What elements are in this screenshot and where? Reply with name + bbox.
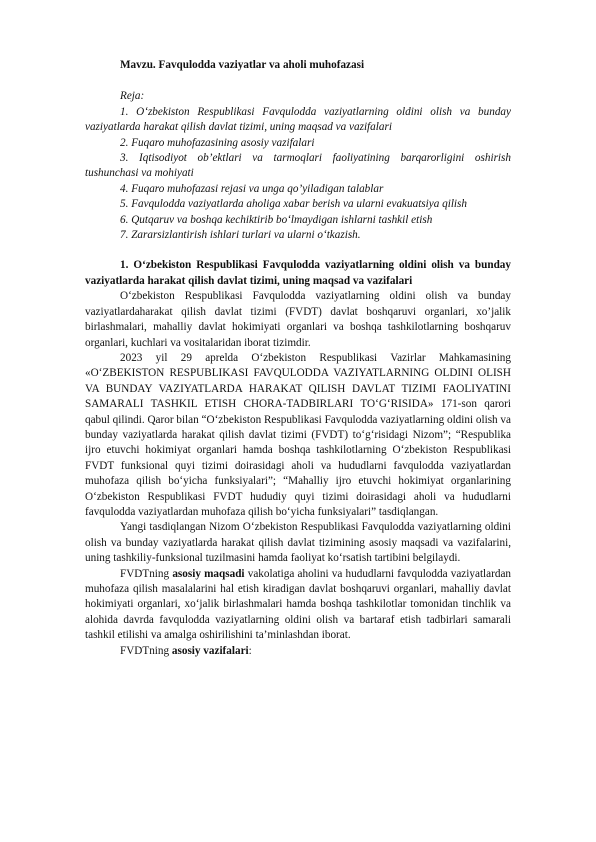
body-paragraph: 2023 yil 29 aprelda O‘zbekiston Respublikasi Vazirlar Mahkamasining «O‘ZBEKISTON RESPUBLIKASI FAVQULODDA VAZIYATLARNING OLDINI OLISH VA BUNDAY VAZIYATLARDA HARAKAT QILISH DAVLAT TIZIMI FAOLIYATINI SAMARALI TASHKIL ETISH CHORA-TADBIRLARI TO‘G‘RISIDA» 171-son qarori qabul qilindi. Qaror bilan “O‘zbekiston Respublikasi Favqulodda vaziyatlarning oldini olish va bunday vaziyatlarda harakat qilish davlat tizimi (FVDT) to‘g‘risidagi Nizom”; “Respublika ijro etuvchi hokimiyat organlari hamda boshqa tashkilotlarning O‘zbekiston Respublikasi FVDT funksional quyi tizimi doirasidagi aholi va hududlarni favqulodda vaziyatlardan muhofaza qilish bo‘yicha funksiyalari”; “Mahalliy ijro etuvchi hokimiyat organlarining O‘zbekiston Respublikasi FVDT hududiy quyi tizimi doirasidagi aholi va hududlarni favqulodda vaziyatlardan muhofaza qilish bo‘yicha funksiyalari” tasdiqlangan. (85, 351, 511, 518)
plan-item: 7. Zararsizlantirish ishlari turlari va ularni o‘tkazish. (120, 229, 361, 242)
plan-item: 5. Favqulodda vaziyatlarda aholiga xabar berish va ularni evakuatsiya qilish (120, 198, 467, 211)
bold-term: asosiy maqsadi (172, 567, 245, 580)
plan-item: 4. Fuqaro muhofazasi rejasi va unga qo’yiladigan talablar (120, 182, 384, 195)
document-title: Mavzu. Favqulodda vaziyatlar va aholi muhofazasi (120, 59, 365, 71)
paragraph-text: vakolatiga aholini va hududlarni favqulodda vaziyatlardan muhofaza qilish masalalarini hal etish kiradigan davlat boshqaruvi organlari, mahalliy davlat hokimiyati organlari, xo‘jalik birlashmalari hamda boshqa tashkilotlar tomonidan tinchlik va alohida davrda favqulodda vaziyatlarning oldini olish va bartaraf etish tadbirlari samarali tashkil etilishi va amalga oshirilishini ta’minlashdan iborat. (85, 567, 512, 642)
plan-item: 1. O‘zbekiston Respublikasi Favqulodda vaziyatlarning oldini olish va bunday vaziyatlarda harakat qilish davlat tizimi, uning maqsad va vazifalari (85, 105, 511, 134)
body-paragraph: O‘zbekiston Respublikasi Favqulodda vaziyatlarning oldini olish va bunday vaziyatlardaharakat qilish davlat tizimi (FVDT) davlat boshqaruvi organlari, xo’jalik birlashmalari, mahalliy davlat hokimiyati organlari va boshqa tashkilotlarning boshqaruv organlari, kuchlari va vositalaridan iborat tizimdir. (85, 290, 511, 349)
plan-item: 6. Qutqaruv va boshqa kechiktirib bo‘lmaydigan ishlarni tashkil etish (120, 213, 433, 226)
body-paragraph: Yangi tasdiqlangan Nizom O‘zbekiston Respublikasi Favqulodda vaziyatlarning oldini olish va bunday vaziyatlarda harakat qilish davlat tizimining asosiy maqsadi va vazifalarini, uning tashkiliy-funksional tuzilmasini hamda faoliyat ko‘rsatish tartibini belgilaydi. (85, 521, 511, 565)
plan-item: 3. Iqtisodiyot ob’ektlari va tarmoqlari faoliyatining barqarorligini oshirish tushunchasi va mohiyati (85, 152, 511, 180)
paragraph-text: : (248, 644, 252, 657)
paragraph-text: FVDTning (120, 567, 173, 580)
bold-term: asosiy vazifalari (171, 644, 249, 657)
section-heading: 1. O‘zbekiston Respublikasi Favqulodda vaziyatlarning oldini olish va bunday vaziyatlarda harakat qilish davlat tizimi, uning maqsad va vazifalari (85, 259, 511, 287)
plan-item: 2. Fuqaro muhofazasining asosiy vazifalari (120, 136, 315, 149)
body-paragraph (85, 567, 511, 644)
plan-heading: Reja: (120, 90, 145, 103)
paragraph-text: FVDTning (120, 644, 172, 657)
body-paragraph (85, 644, 511, 659)
document-page (85, 58, 511, 659)
plan-list (85, 89, 511, 243)
